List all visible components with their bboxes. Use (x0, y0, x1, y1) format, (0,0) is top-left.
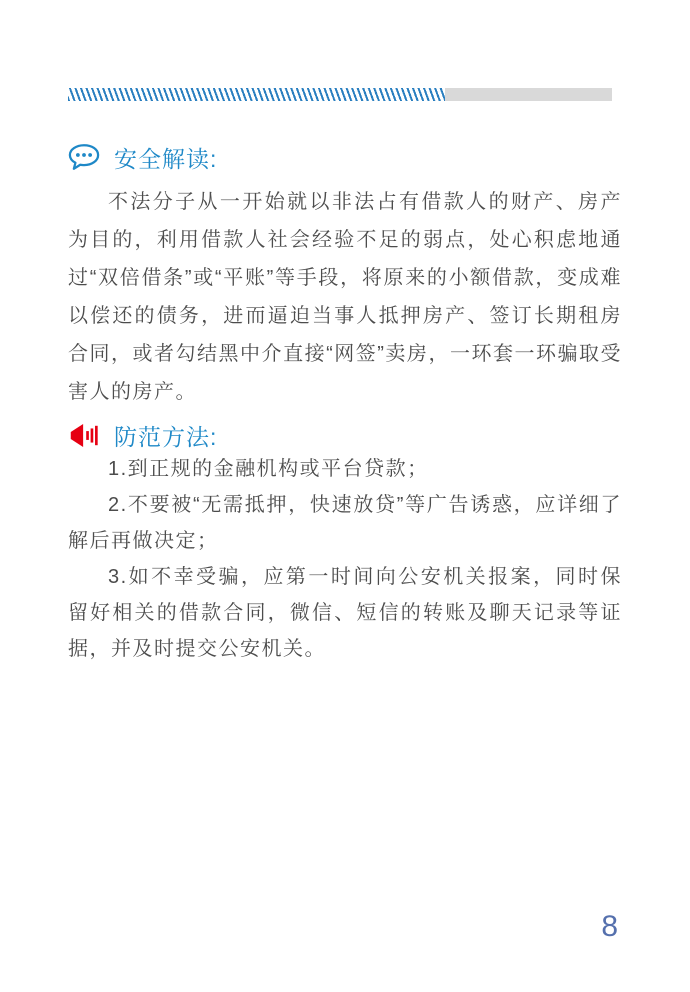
section-title-safety-analysis: 安全解读: (114, 145, 218, 172)
chat-bubble-icon (68, 141, 100, 173)
prevention-item-1: 1.到正规的金融机构或平台贷款； (108, 458, 429, 480)
speaker-icon (68, 419, 100, 451)
gray-bar (445, 88, 612, 101)
section-heading-safety-analysis (68, 141, 622, 173)
diagonal-stripes (68, 88, 445, 101)
prevention-item-3: 3.如不幸受骗，应第一时间向公安机关报案，同时保留好相关的借款合同，微信、短信的转账及聊天记录等证据，并及时提交公安机关。 (68, 566, 622, 660)
section-title-prevention-methods: 防范方法: (114, 423, 218, 450)
paragraph-safety-analysis: 不法分子从一开始就以非法占有借款人的财产、房产为目的，利用借款人社会经验不足的弱点，处心积虑地通过“双倍借条”或“平账”等手段，将原来的小额借款，变成难以偿还的债务，进而逼迫当事人抵押房产、签订长期租房合同，或者勾结黑中介直接“网签”卖房，一环套一环骗取受害人的房产。 (68, 191, 622, 403)
section-heading-prevention-methods (68, 419, 622, 451)
header-decoration (68, 88, 612, 101)
prevention-item-2: 2.不要被“无需抵押，快速放贷”等广告诱惑，应详细了解后再做决定； (68, 494, 622, 552)
page-number: 8 (601, 910, 618, 943)
